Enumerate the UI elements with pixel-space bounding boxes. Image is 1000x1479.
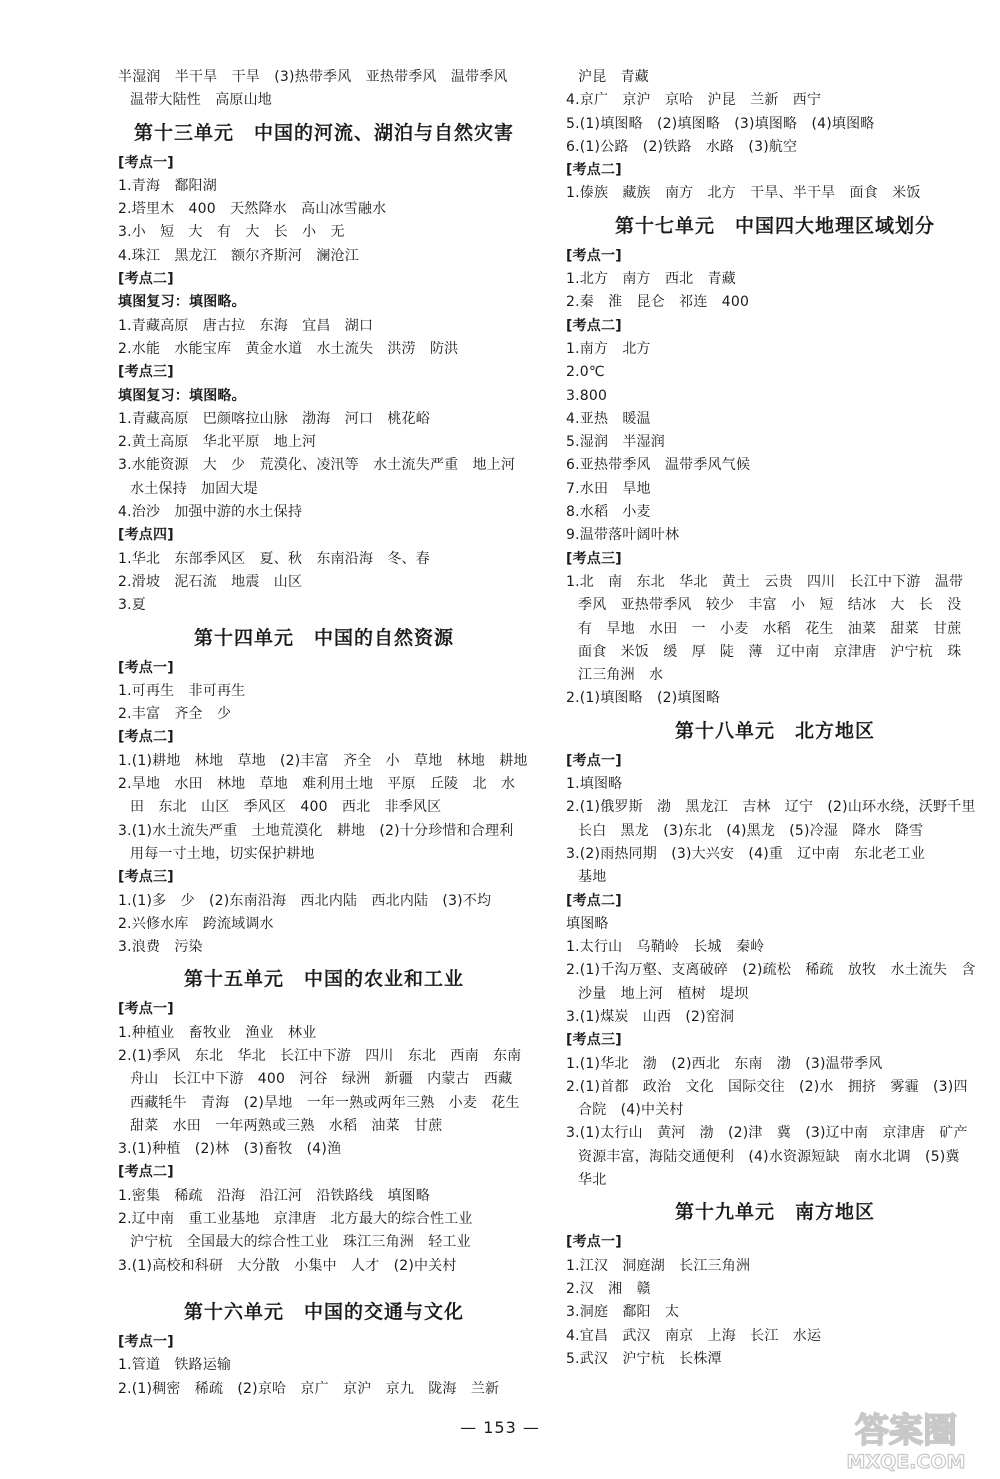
section-heading: 填图复习：填图略。 [118,387,246,404]
answer-line: 4.宜昌 武汉 南京 上海 长江 水运 [566,1327,822,1344]
section-heading: [考点二] [118,729,174,746]
answer-line: 2.(1)千沟万壑、支离破碎 (2)疏松 稀疏 放牧 水土流失 含 [566,962,976,979]
answer-line: 3.水能资源 大 少 荒漠化、凌汛等 水土流失严重 地上河 [118,457,516,474]
answer-line: 3.浪费 污染 [118,939,203,956]
answer-line: 1.(1)多 少 (2)东南沿海 西北内陆 西北内陆 (3)不均 [118,892,492,909]
section-heading: 填图复习：填图略。 [118,294,246,311]
answer-line: 6.(1)公路 (2)铁路 水路 (3)航空 [566,138,798,155]
answer-line: 华北 [578,1172,607,1189]
answer-line: 温带大陆性 高原山地 [130,92,272,109]
answer-line: 1.填图略 [566,776,623,793]
answer-line: 3.(1)高校和科研 大分散 小集中 人才 (2)中关村 [118,1257,457,1274]
unit-title: 第十三单元 中国的河流、湖泊与自然灾害 [133,121,514,144]
answer-line: 季风 亚热带季风 较少 丰富 小 短 结冰 大 长 没 [578,597,962,614]
unit-title: 第十六单元 中国的交通与文化 [183,1300,464,1323]
section-heading: [考点二] [566,317,622,334]
section-heading: [考点一] [566,1234,622,1251]
section-heading: [考点一] [118,1333,174,1350]
watermark-logo-text: 答案圈 [855,1411,957,1451]
answer-line: 1.傣族 藏族 南方 北方 干旱、半干旱 面食 米饭 [566,185,921,202]
answer-line: 3.(1)种植 (2)林 (3)畜牧 (4)渔 [118,1141,342,1158]
answer-line: 1.北方 南方 西北 青藏 [566,271,736,288]
answer-line: 3.(1)太行山 黄河 渤 (2)津 冀 (3)辽中南 京津唐 矿产 [566,1125,968,1142]
answer-line: 1.太行山 乌鞘岭 长城 秦岭 [566,939,765,956]
section-heading: [考点四] [118,527,174,544]
answer-line: 4.京广 京沪 京哈 沪昆 兰新 西宁 [566,92,822,109]
answer-line: 4.珠江 黑龙江 额尔齐斯河 澜沧江 [118,247,359,264]
answer-line: 2.旱地 水田 林地 草地 难利用土地 平原 丘陵 北 水 [118,776,516,793]
watermark-url-text: MXQE.COM [846,1451,966,1473]
answer-line: 1.江汉 洞庭湖 长江三角洲 [566,1257,751,1274]
answer-line: 水土保持 加固大堤 [130,480,258,497]
answer-line: 2.汉 湘 赣 [566,1280,651,1297]
answer-line: 1.青藏高原 巴颜喀拉山脉 渤海 河口 桃花峪 [118,410,430,427]
answer-line: 3.(1)煤炭 山西 (2)窑洞 [566,1008,735,1025]
answer-line: 面食 米饭 缓 厚 陡 薄 辽中南 京津唐 沪宁杭 珠 [578,643,962,660]
answer-line: 3.(1)水土流失严重 土地荒漠化 耕地 (2)十分珍惜和合理利 [118,822,514,839]
answer-line: 2.滑坡 泥石流 地震 山区 [118,573,303,590]
answer-line: 2.塔里木 400 天然降水 高山冰雪融水 [118,201,387,218]
answer-line: 长白 黑龙 (3)东北 (4)黑龙 (5)冷湿 降水 降雪 [578,822,924,839]
unit-title: 第十五单元 中国的农业和工业 [183,968,464,991]
left-column [118,66,530,1401]
answer-line: 西藏牦牛 青海 (2)旱地 一年一熟或两年三熟 小麦 花生 [130,1094,520,1111]
answer-line: 江三角洲 水 [578,667,664,684]
section-heading: [考点二] [118,1164,174,1181]
answer-line: 1.北 南 东北 华北 黄土 云贵 四川 长江中下游 温带 [566,573,964,590]
unit-title: 第十七单元 中国四大地理区域划分 [614,214,935,237]
section-heading: [考点一] [118,659,174,676]
section-heading: [考点三] [566,1032,622,1049]
answer-line: 田 东北 山区 季风区 400 西北 非季风区 [130,799,442,816]
section-heading: [考点一] [566,752,622,769]
answer-line: 5.湿润 半湿润 [566,434,665,451]
section-heading: [考点三] [566,550,622,567]
answer-line: 半湿润 半干旱 干旱 (3)热带季风 亚热带季风 温带季风 [118,69,508,85]
section-heading: [考点一] [566,247,622,264]
watermark-logo-graphic [826,1408,986,1474]
answer-line: 基地 [578,869,607,886]
answer-line: 1.管道 铁路运输 [118,1357,232,1374]
answer-line: 3.800 [566,387,608,404]
answer-line: 4.治沙 加强中游的水土保持 [118,504,303,521]
section-heading: [考点二] [118,271,174,288]
answer-line: 用每一寸土地，切实保护耕地 [130,845,315,862]
section-heading: [考点一] [118,154,174,171]
answer-line: 3.(2)雨热同期 (3)大兴安 (4)重 辽中南 东北老工业 [566,845,926,862]
page-number: — 153 — [460,1418,540,1437]
answer-line: 1.青海 鄱阳湖 [118,177,217,194]
answer-line: 2.(1)稠密 稀疏 (2)京哈 京广 京沪 京九 陇海 兰新 [118,1380,500,1397]
answer-line: 5.(1)填图略 (2)填图略 (3)填图略 (4)填图略 [566,115,875,132]
answer-line: 2.(1)俄罗斯 渤 黑龙江 吉林 辽宁 (2)山环水绕，沃野千里 [566,799,976,816]
section-heading: [考点二] [566,892,622,909]
answer-line: 1.青藏高原 唐古拉 东海 宜昌 湖口 [118,317,374,334]
answer-line: 2.(1)填图略 (2)填图略 [566,690,721,707]
answer-line: 2.秦 淮 昆仑 祁连 400 [566,294,750,311]
answer-line: 1.(1)耕地 林地 草地 (2)丰富 齐全 小 草地 林地 耕地 [118,752,528,769]
section-heading: [考点一] [118,1001,174,1018]
answer-line: 沪昆 青藏 [578,69,649,85]
answer-line: 8.水稻 小麦 [566,504,651,521]
section-heading: [考点三] [118,364,174,381]
answer-line: 1.密集 稀疏 沿海 沿江河 沿铁路线 填图略 [118,1187,430,1204]
answer-line: 2.黄土高原 华北平原 地上河 [118,434,317,451]
answer-line: 1.种植业 畜牧业 渔业 林业 [118,1024,317,1041]
watermark-logo [826,1408,986,1474]
spacer [118,1278,530,1292]
section-heading: [考点三] [118,869,174,886]
answer-line: 2.丰富 齐全 少 [118,706,232,723]
answer-line: 甜菜 水田 一年两熟或三熟 水稻 油菜 甘蔗 [130,1117,443,1134]
answer-line: 舟山 长江中下游 400 河谷 绿洲 新疆 内蒙古 西藏 [130,1071,513,1088]
answer-line: 6.亚热带季风 温带季风气候 [566,457,751,474]
answer-line: 合院 (4)中关村 [578,1102,684,1119]
answer-line: 9.温带落叶阔叶林 [566,527,680,544]
unit-title: 第十九单元 南方地区 [674,1201,875,1224]
answer-line: 1.南方 北方 [566,340,651,357]
answer-line: 4.亚热 暖温 [566,410,651,427]
answer-line: 3.洞庭 鄱阳 太 [566,1304,680,1321]
answer-line: 沙量 地上河 植树 堤坝 [578,985,749,1002]
answer-line: 2.(1)季风 东北 华北 长江中下游 四川 东北 西南 东南 [118,1047,522,1064]
answer-line: 有 旱地 水田 一 小麦 水稻 花生 油菜 甜菜 甘蔗 [578,620,962,637]
answer-line: 沪宁杭 全国最大的综合性工业 珠江三角洲 轻工业 [130,1234,471,1251]
unit-title: 第十四单元 中国的自然资源 [193,626,454,649]
answer-line: 1.可再生 非可再生 [118,682,246,699]
answer-line: 2.0℃ [566,364,605,381]
answer-line: 资源丰富，海陆交通便利 (4)水资源短缺 南水北调 (5)冀 [578,1148,960,1165]
right-column [566,66,984,1371]
answer-line: 1.华北 东部季风区 夏、秋 东南沿海 冬、春 [118,550,430,567]
answer-line: 2.兴修水库 跨流域调水 [118,915,274,932]
answer-line: 2.水能 水能宝库 黄金水道 水土流失 洪涝 防洪 [118,340,459,357]
answer-line: 2.辽中南 重工业基地 京津唐 北方最大的综合性工业 [118,1211,473,1228]
answer-line: 3.小 短 大 有 大 长 小 无 [118,224,345,241]
answer-line: 2.(1)首都 政治 文化 国际交往 (2)水 拥挤 雾霾 (3)四 [566,1078,968,1095]
section-heading: [考点二] [566,162,622,179]
answer-line: 7.水田 旱地 [566,480,651,497]
unit-title: 第十八单元 北方地区 [674,719,875,742]
answer-line: 3.夏 [118,597,146,614]
answer-line: 填图略 [566,915,609,932]
answer-line: 1.(1)华北 渤 (2)西北 东南 渤 (3)温带季风 [566,1055,883,1072]
answer-line: 5.武汉 沪宁杭 长株潭 [566,1350,722,1367]
